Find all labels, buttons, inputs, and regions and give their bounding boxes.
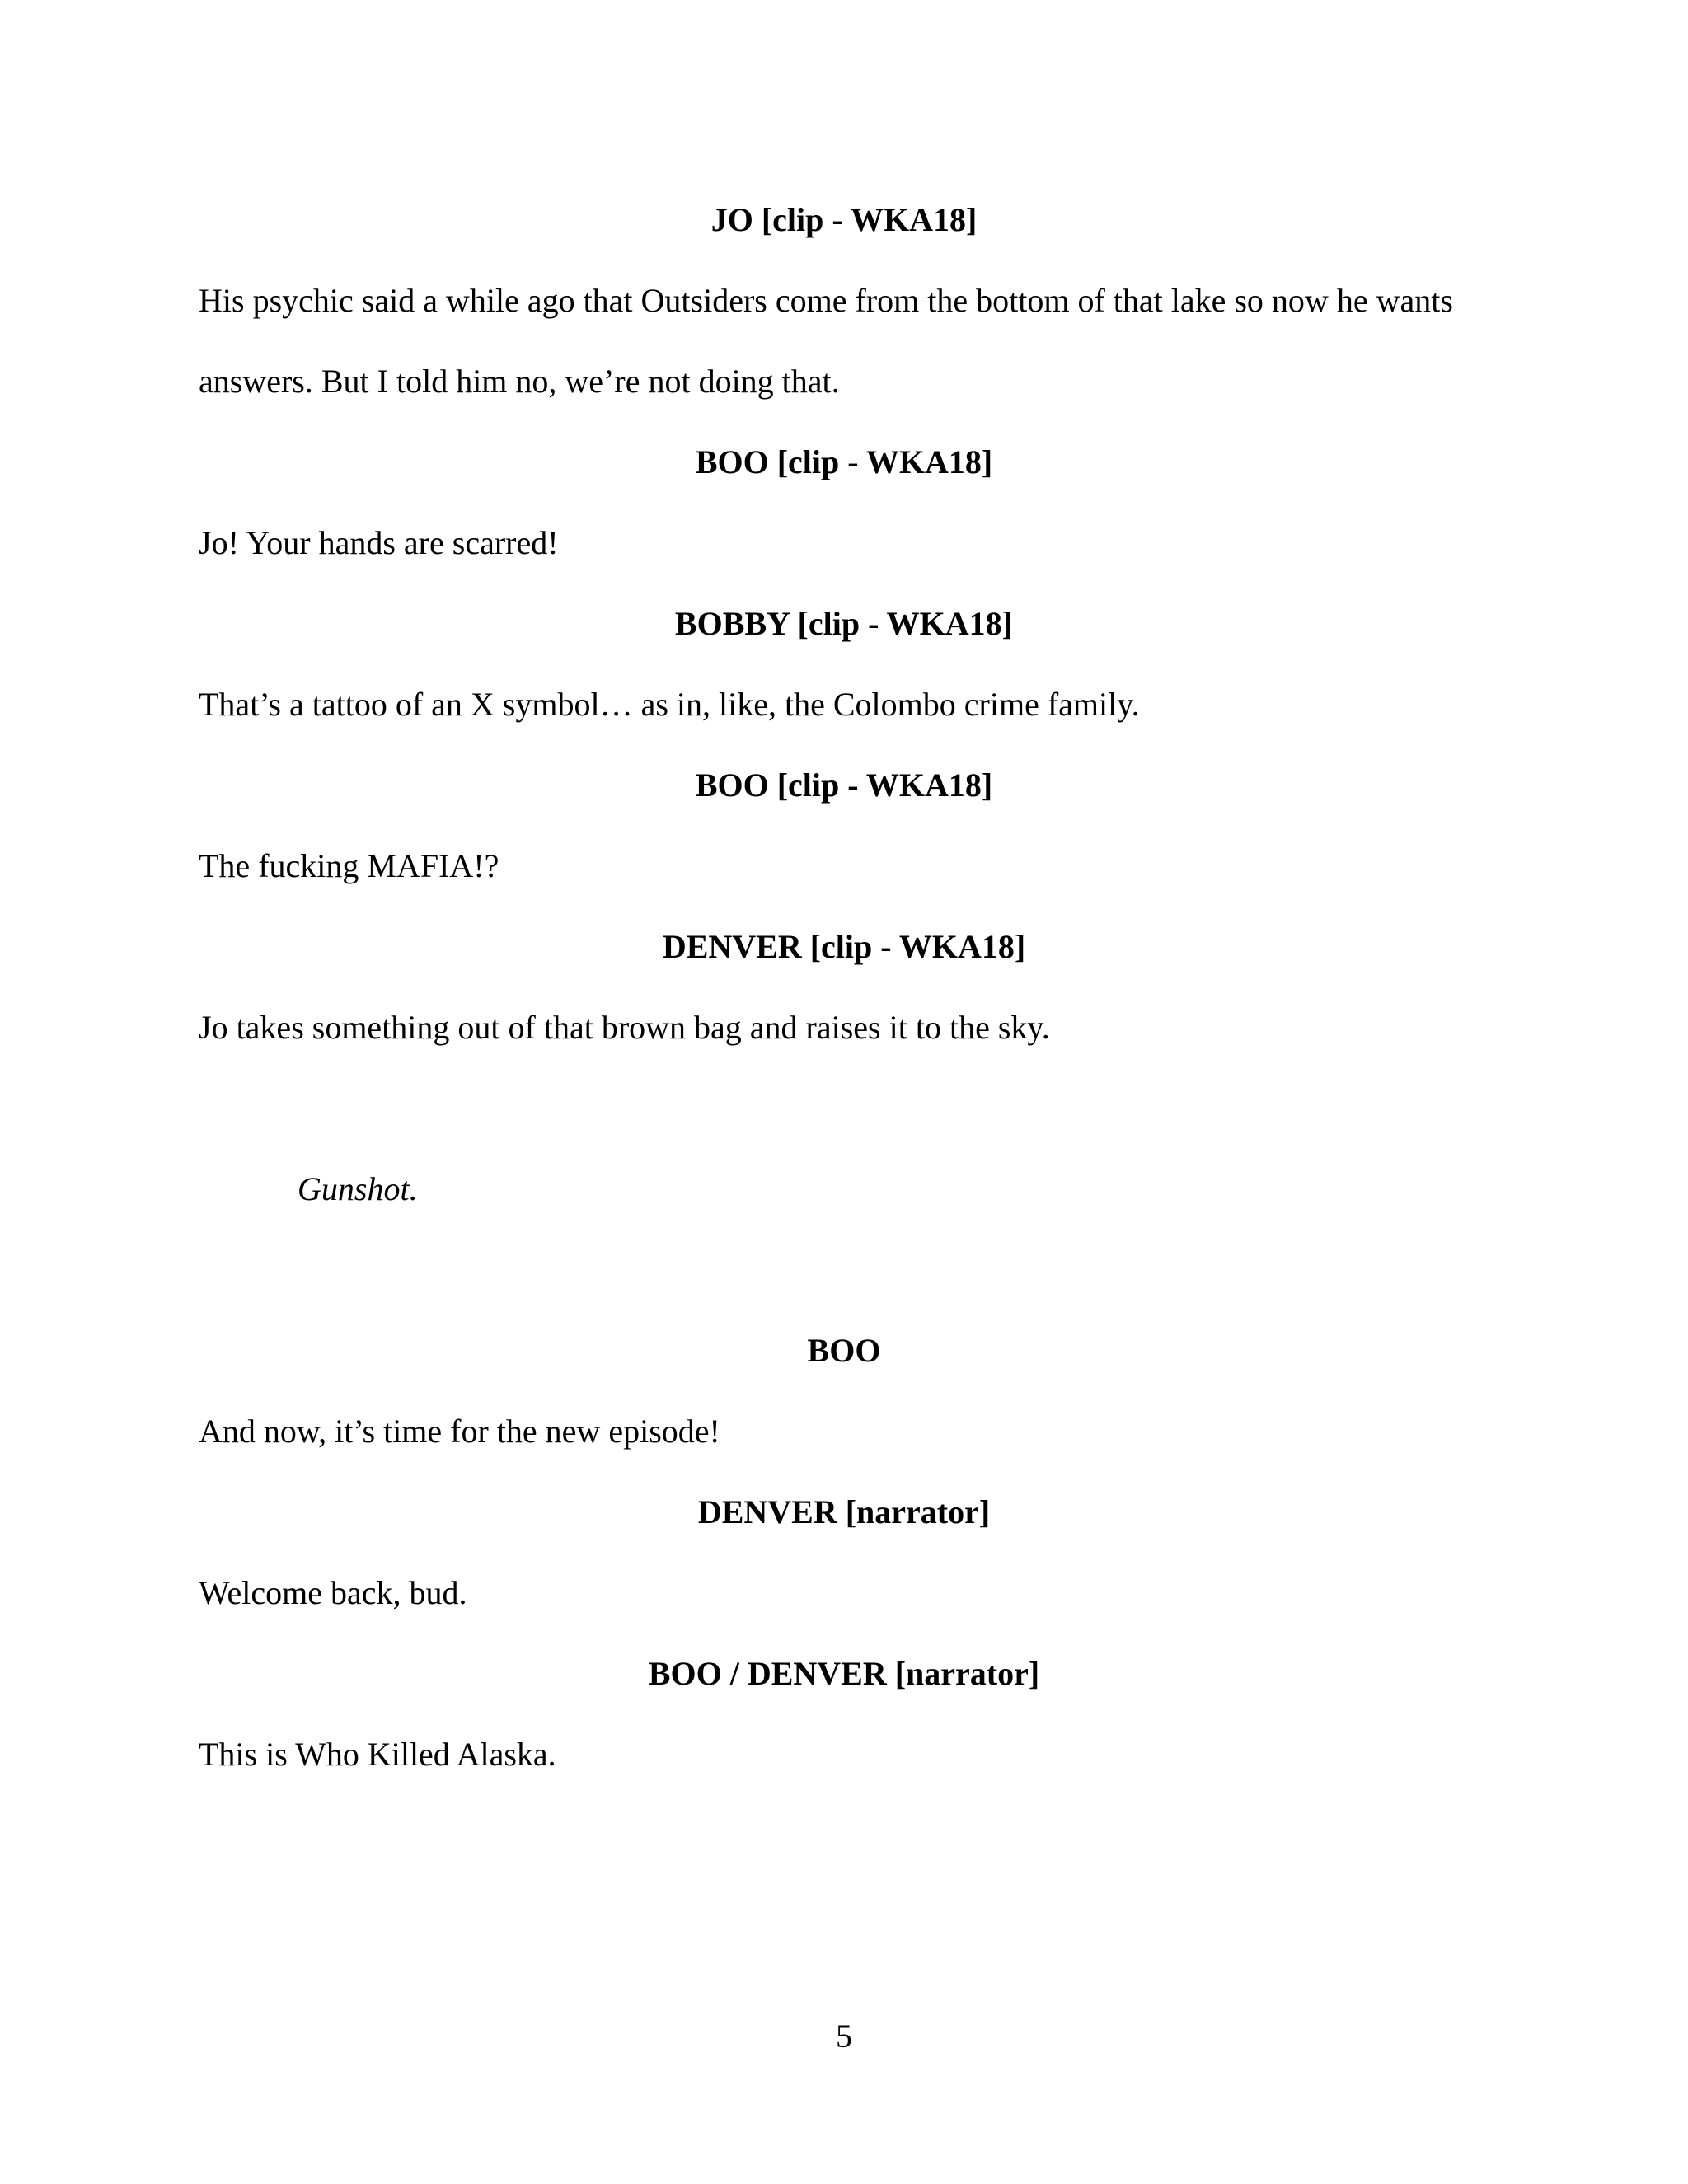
- dialog-line: And now, it’s time for the new episode!: [199, 1413, 720, 1450]
- dialog-line: His psychic said a while ago that Outsiders come from the bottom of that lake so now he wants: [199, 282, 1453, 319]
- dialog-line: Jo takes something out of that brown bag and raises it to the sky.: [199, 1009, 1050, 1046]
- dialog-line: Jo! Your hands are scarred!: [199, 524, 559, 561]
- speaker-heading: BOBBY [clip - WKA18]: [674, 605, 1014, 642]
- speaker-heading: BOO: [807, 1332, 881, 1369]
- dialog-line: Welcome back, bud.: [199, 1574, 467, 1611]
- speaker-heading: DENVER [clip - WKA18]: [662, 928, 1026, 965]
- page-number: 5: [836, 2018, 852, 2055]
- dialog-line: The fucking MAFIA!?: [199, 847, 499, 884]
- speaker-heading: BOO [clip - WKA18]: [695, 766, 993, 804]
- speaker-heading: DENVER [narrator]: [697, 1493, 991, 1530]
- dialog-line: That’s a tattoo of an X symbol… as in, like, the Colombo crime family.: [199, 686, 1140, 723]
- speaker-heading: BOO [clip - WKA18]: [695, 443, 993, 480]
- speaker-heading: JO [clip - WKA18]: [710, 201, 978, 238]
- dialog-line: answers. But I told him no, we’re not doing that.: [199, 363, 840, 400]
- dialog-line: This is Who Killed Alaska.: [199, 1736, 556, 1773]
- speaker-heading: BOO / DENVER [narrator]: [648, 1655, 1040, 1692]
- stage-direction: Gunshot.: [298, 1170, 418, 1207]
